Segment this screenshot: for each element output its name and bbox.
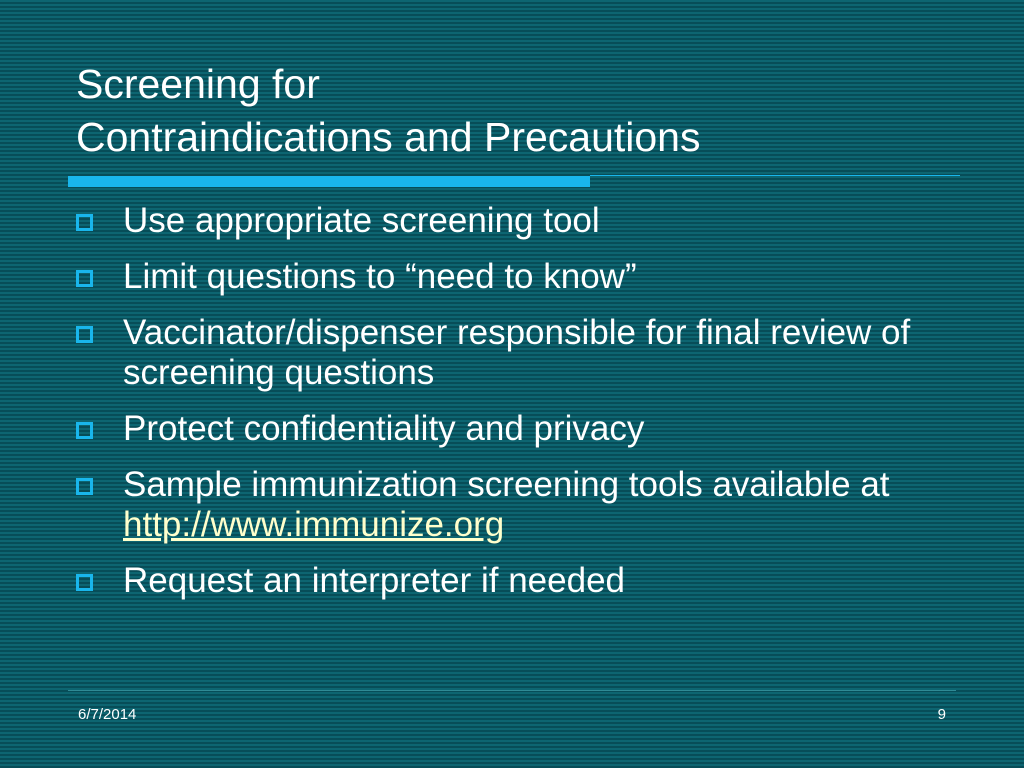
hollow-square-bullet-icon xyxy=(76,422,93,439)
bullet-text: Use appropriate screening tool xyxy=(123,201,600,240)
bullet-item-sample-tools xyxy=(76,465,976,545)
slide-number: 9 xyxy=(937,706,946,723)
bullet-text: Limit questions to “need to know” xyxy=(123,257,637,296)
footer-date: 6/7/2014 xyxy=(78,706,137,723)
bullet-text: Protect confidentiality and privacy xyxy=(123,409,645,448)
bullet-item-screening-tool xyxy=(76,201,976,241)
slide-title xyxy=(76,58,701,164)
hollow-square-bullet-icon xyxy=(76,326,93,343)
bullet-item-vaccinator-responsible xyxy=(76,313,976,393)
immunize-org-link[interactable]: http://www.immunize.org xyxy=(123,505,505,544)
title-underline-thin xyxy=(590,175,960,176)
slide-title-line-1: Screening for xyxy=(76,61,320,107)
footer-divider xyxy=(68,690,956,691)
bullet-item-interpreter xyxy=(76,561,976,601)
slide-title-line-2: Contraindications and Precautions xyxy=(76,114,701,160)
hollow-square-bullet-icon xyxy=(76,270,93,287)
bullet-item-limit-questions xyxy=(76,257,976,297)
hollow-square-bullet-icon xyxy=(76,478,93,495)
bullet-text: Request an interpreter if needed xyxy=(123,561,625,600)
hollow-square-bullet-icon xyxy=(76,214,93,231)
bullet-text: Vaccinator/dispenser responsible for final review of screening questions xyxy=(123,313,911,392)
bullet-text: Sample immunization screening tools available at xyxy=(123,465,890,504)
hollow-square-bullet-icon xyxy=(76,574,93,591)
bullet-list xyxy=(76,201,976,617)
title-underline-thick xyxy=(68,176,590,187)
bullet-item-confidentiality xyxy=(76,409,976,449)
